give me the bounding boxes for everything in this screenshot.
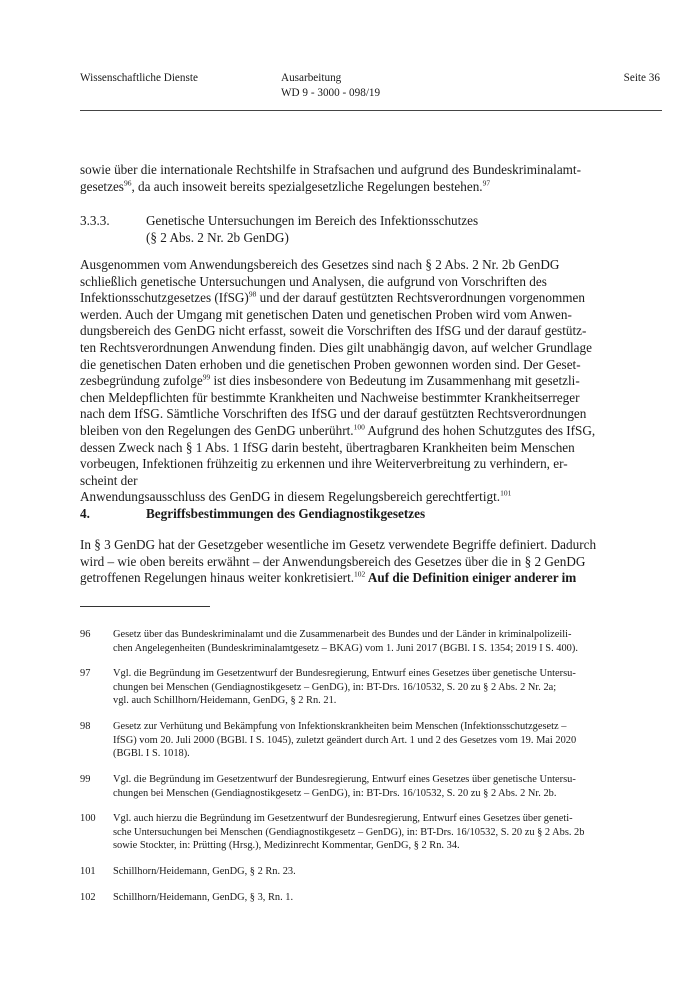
header-page-number: Seite 36: [623, 72, 660, 84]
header-institution: Wissenschaftliche Dienste: [80, 72, 198, 84]
footnote-number: 99: [80, 774, 91, 785]
footnote-97: [80, 667, 660, 708]
footnote-100: [80, 812, 660, 853]
intro-paragraph: [80, 162, 660, 195]
text-line: scheint der: [80, 472, 138, 488]
text-line: chen Meldepflichten für bestimmte Krankheiten und Nachweise bestimmter Krankheitserreger: [80, 389, 580, 405]
header-doc-info: [281, 71, 380, 101]
text-line: Infektionsschutzgesetzes (IfSG)$^{98}$ und der darauf gestützten Rechtsverordnungen vorgenommen: [80, 289, 585, 306]
text-line: getroffenen Regelungen hinaus weiter konkretisiert.$^{102}$ Auf die Definition einiger anderer im: [80, 569, 577, 586]
footnote-96: [80, 628, 660, 655]
text-line: dungsbereich des GenDG nicht erfasst, soweit die Vorschriften des IfSG und der darauf gestütz-: [80, 323, 587, 339]
footnote-number: 97: [80, 668, 91, 679]
footnote-101: [80, 865, 660, 879]
section-number: 3.3.3.: [80, 213, 110, 228]
section-heading-3-3-3: [80, 213, 660, 246]
footnote-ref[interactable]: 101: [500, 488, 512, 498]
footnote-divider: [80, 606, 210, 607]
text-line: sowie über die internationale Rechtshilfe in Strafsachen und aufgrund des Bundeskriminalamt-: [80, 162, 581, 177]
section-title: Genetische Untersuchungen im Bereich des Infektionsschutzes (§ 2 Abs. 2 Nr. 2b GenDG): [146, 213, 479, 245]
text-line: zesbegründung zufolge$^{99}$ ist dies insbesondere von Bedeutung im Zusammenhang mit gesetzli-: [80, 372, 580, 389]
footnote-text: Schillhorn/Heidemann, GenDG, § 2 Rn. 23.: [113, 866, 296, 877]
footnote-ref[interactable]: 97: [482, 178, 491, 188]
section-4-paragraph: [80, 537, 660, 587]
footnote-ref[interactable]: 98: [248, 289, 257, 299]
footnote-text: Vgl. auch hierzu die Begründung im Gesetzentwurf der Bundesregierung, Entwurf eines Gesetzes über geneti- sche Untersuchungen bei Menschen (Gendiagnostikgesetz – GenDG), in: BT-Drs. 16/10532, S. 20 zu § 2 Abs. 2b sowie Stockter, in: Prütting (Hrsg.), Medizinrecht Kommentar, GenDG, § 2 Rn. 34.: [113, 813, 585, 852]
text-line: dessen Zweck nach § 1 Abs. 1 IfSG darin besteht, übertragbaren Krankheiten beim Menschen: [80, 439, 575, 455]
footnote-text: Vgl. die Begründung im Gesetzentwurf der Bundesregierung, Entwurf eines Gesetzes über genetische Untersu- chungen bei Menschen (Gendiagnostikgesetz – GenDG), in: BT-Drs. 16/10532, S. 20 zu § 2 Abs. 2 Nr. 2a; vgl. auch Schillhorn/Heidemann, GenDG, § 2 Rn. 21.: [113, 668, 576, 707]
footnote-text: Gesetz über das Bundeskriminalamt und die Zusammenarbeit des Bundes und der Länder in kriminalpolizeili- chen Angelegenheiten (Bundeskriminalamtgesetz – BKAG) vom 1. Juni 2017 (BGBl. I S. 1354; 2019 I S. 400).: [113, 629, 578, 654]
footnote-number: 100: [80, 813, 96, 824]
footnote-102: [80, 891, 660, 905]
footnote-number: 101: [80, 866, 96, 877]
footnote-text: Gesetz zur Verhütung und Bekämpfung von Infektionskrankheiten beim Menschen (Infektionsschutzgesetz – IfSG) vom 20. Juli 2000 (BGBl. I S. 1045), zuletzt geändert durch Art. 1 und 2 des Gesetzes vom 19. Mai 2020 (BGBl. I S. 1018).: [113, 721, 577, 760]
header-divider: [80, 110, 662, 111]
text-line: Ausgenommen vom Anwendungsbereich des Gesetzes sind nach § 2 Abs. 2 Nr. 2b GenDG: [80, 257, 560, 272]
footnote-number: 96: [80, 629, 91, 640]
footnote-number: 98: [80, 721, 91, 732]
footnote-ref[interactable]: 96: [123, 178, 132, 188]
text-line: bleiben von den Regelungen des GenDG unberührt.$^{100}$ Aufgrund des hohen Schutzgutes des IfSG,: [80, 422, 596, 438]
footnote-number: 102: [80, 892, 96, 903]
footnote-ref[interactable]: 100: [353, 422, 365, 432]
section-3-3-3-paragraph: [80, 257, 660, 506]
text-line: In § 3 GenDG hat der Gesetzgeber wesentliche im Gesetz verwendete Begriffe definiert. Dadurch: [80, 537, 597, 552]
footnote-ref[interactable]: 102: [354, 569, 366, 579]
text-line: nach dem IfSG. Sämtliche Vorschriften des IfSG und der darauf gestützten Rechtsverordnungen: [80, 406, 587, 422]
section-title: Begriffsbestimmungen des Gendiagnostikgesetzes: [146, 506, 426, 521]
section-number: 4.: [80, 506, 90, 521]
footnote-99: [80, 773, 660, 800]
text-line: vorbeugen, Infektionen frühzeitig zu erkennen und ihre Weiterverbreitung zu verhindern, er-: [80, 456, 568, 472]
header-doc-type: Ausarbeitung: [281, 72, 342, 84]
text-line: die genetischen Daten erhoben und die genetischen Proben gewonnen worden sind. Der Geset-: [80, 356, 581, 372]
footnote-98: [80, 720, 660, 761]
footnote-ref[interactable]: 99: [202, 372, 211, 382]
text-line: Anwendungsausschluss des GenDG in diesem Regelungsbereich gerechtfertigt.$^{101}$: [80, 488, 512, 505]
text-line: ten Rechtsverordnungen Anwendung finden. Dies gilt unabhängig davon, auf welcher Grundlage: [80, 339, 592, 355]
header-doc-ref: WD 9 - 3000 - 098/19: [281, 87, 381, 99]
section-heading-4: [80, 506, 660, 523]
footnote-text: Vgl. die Begründung im Gesetzentwurf der Bundesregierung, Entwurf eines Gesetzes über genetische Untersu- chungen bei Menschen (Gendiagnostikgesetz – GenDG), in: BT-Drs. 16/10532, S. 20 zu § 2 Abs. 2 Nr. 2b.: [113, 774, 576, 799]
text-line: schließlich genetische Untersuchungen und Analysen, die aufgrund von Vorschriften des: [80, 273, 547, 289]
text-line: gesetzes$^{96}$, da auch insoweit bereits spezialgesetzliche Regelungen bestehen.$^{97}$: [80, 178, 491, 194]
text-line: wird – wie oben bereits erwähnt – der Anwendungsbereich des Gesetzes über die in § 2 GenDG: [80, 553, 586, 569]
text-line: werden. Auch der Umgang mit genetischen Daten und genetischen Proben wird vom Anwen-: [80, 306, 572, 322]
footnote-text: Schillhorn/Heidemann, GenDG, § 3, Rn. 1.: [113, 892, 294, 903]
